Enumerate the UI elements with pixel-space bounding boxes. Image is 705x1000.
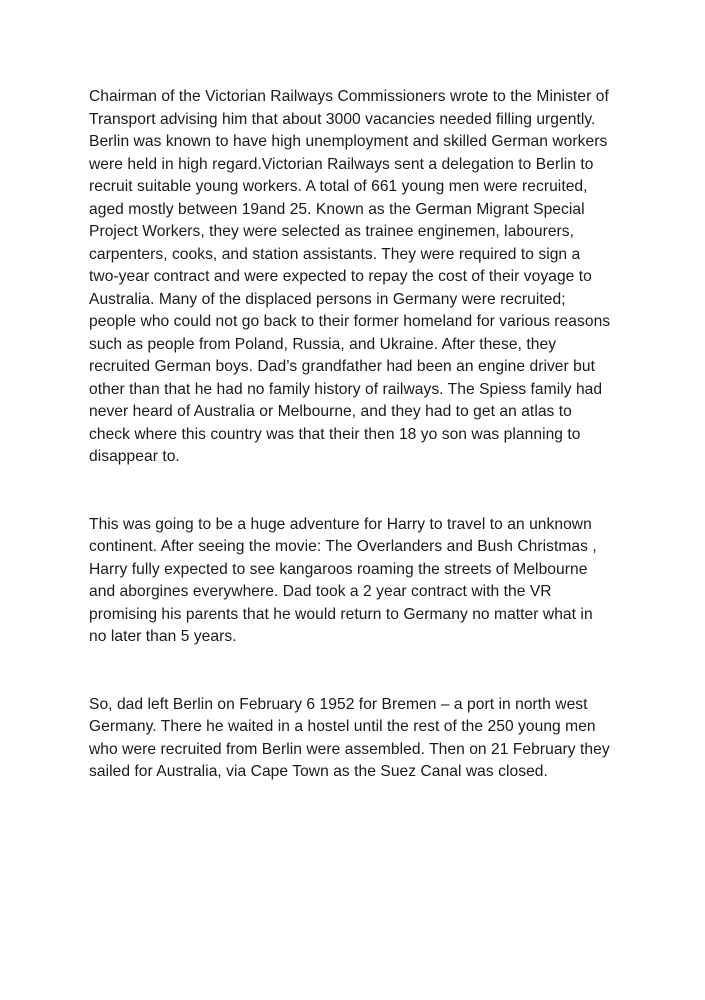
text-line: no later than 5 years.	[89, 628, 237, 645]
text-line: sailed for Australia, via Cape Town as the Suez Canal was closed.	[89, 763, 548, 780]
paragraph-departure	[89, 694, 649, 784]
text-line: Harry fully expected to see kangaroos roaming the streets of Melbourne	[89, 560, 588, 578]
text-line: never heard of Australia or Melbourne, and they had to get an atlas to	[89, 403, 572, 420]
text-line: continent. After seeing the movie: The Overlanders and Bush Christmas ,	[89, 538, 597, 555]
text-line: Transport advising him that about 3000 vacancies needed filling urgently.	[89, 110, 596, 128]
text-line: Project Workers, they were selected as trainee enginemen, labourers,	[89, 223, 575, 240]
text-line: check where this country was that their then 18 yo son was planning to	[89, 425, 581, 443]
text-line: other than that he had no family history of railways. The Spiess family had	[89, 380, 603, 398]
text-line: Chairman of the Victorian Railways Commissioners wrote to the Minister of	[89, 88, 609, 105]
text-line: two-year contract and were expected to repay the cost of their voyage to	[89, 268, 592, 285]
text-line: such as people from Poland, Russia, and Ukraine. After these, they	[89, 335, 557, 353]
text-line: This was going to be a huge adventure for Harry to travel to an unknown	[89, 515, 592, 533]
text-line: people who could not go back to their former homeland for various reasons	[89, 313, 611, 330]
text-line: were held in high regard.Victorian Railways sent a delegation to Berlin to	[89, 155, 594, 173]
text-line: Australia. Many of the displaced persons in Germany were recruited;	[89, 290, 566, 308]
text-line: and aborgines everywhere. Dad took a 2 year contract with the VR	[89, 583, 552, 600]
text-line: promising his parents that he would return to Germany no matter what in	[89, 605, 593, 623]
text-line: disappear to.	[89, 448, 180, 465]
document-body	[89, 86, 649, 784]
text-line: who were recruited from Berlin were assembled. Then on 21 February they	[89, 740, 610, 758]
text-line: carpenters, cooks, and station assistants. They were required to sign a	[89, 245, 581, 263]
paragraph-adventure	[89, 514, 649, 649]
text-line: Germany. There he waited in a hostel until the rest of the 250 young men	[89, 718, 596, 735]
text-line: aged mostly between 19and 25. Known as the German Migrant Special	[89, 200, 585, 218]
paragraph-recruitment	[89, 86, 649, 469]
text-line: recruited German boys. Dad’s grandfather had been an engine driver but	[89, 358, 595, 375]
text-line: recruit suitable young workers. A total of 661 young men were recruited,	[89, 178, 588, 195]
text-line: Berlin was known to have high unemployment and skilled German workers	[89, 133, 608, 150]
text-line: So, dad left Berlin on February 6 1952 for Bremen – a port in north west	[89, 695, 588, 713]
